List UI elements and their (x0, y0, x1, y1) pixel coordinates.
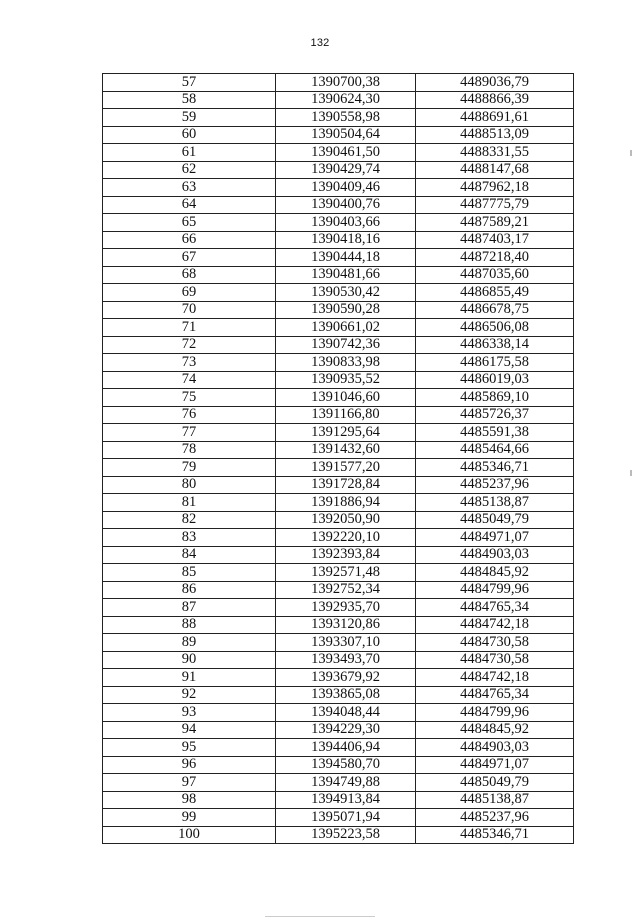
point-number-cell: 96 (103, 756, 276, 774)
point-number-cell: 62 (103, 161, 276, 179)
point-number-cell: 84 (103, 546, 276, 564)
table-row (103, 599, 574, 617)
x-coordinate-cell: 1391432,60 (276, 441, 416, 459)
table-row (103, 651, 574, 669)
x-coordinate-cell: 1390403,66 (276, 214, 416, 232)
point-number-cell: 59 (103, 109, 276, 127)
y-coordinate-cell: 4486175,58 (416, 354, 574, 372)
table-row (103, 546, 574, 564)
y-coordinate-cell: 4486506,08 (416, 319, 574, 337)
x-coordinate-cell: 1390429,74 (276, 161, 416, 179)
table-row (103, 214, 574, 232)
y-coordinate-cell: 4485346,71 (416, 826, 574, 844)
point-number-cell: 97 (103, 774, 276, 792)
table-row (103, 424, 574, 442)
x-coordinate-cell: 1390461,50 (276, 144, 416, 162)
y-coordinate-cell: 4488513,09 (416, 126, 574, 144)
point-number-cell: 60 (103, 126, 276, 144)
table-row (103, 301, 574, 319)
x-coordinate-cell: 1395223,58 (276, 826, 416, 844)
y-coordinate-cell: 4484799,96 (416, 704, 574, 722)
x-coordinate-cell: 1390444,18 (276, 249, 416, 267)
x-coordinate-cell: 1395071,94 (276, 809, 416, 827)
table-row (103, 616, 574, 634)
x-coordinate-cell: 1392935,70 (276, 599, 416, 617)
x-coordinate-cell: 1390742,36 (276, 336, 416, 354)
table-row (103, 809, 574, 827)
y-coordinate-cell: 4484742,18 (416, 669, 574, 687)
table-row (103, 144, 574, 162)
y-coordinate-cell: 4487218,40 (416, 249, 574, 267)
point-number-cell: 70 (103, 301, 276, 319)
page-number: 132 (310, 37, 330, 49)
table-row (103, 529, 574, 547)
point-number-cell: 68 (103, 266, 276, 284)
point-number-cell: 78 (103, 441, 276, 459)
y-coordinate-cell: 4484845,92 (416, 721, 574, 739)
table-row (103, 704, 574, 722)
y-coordinate-cell: 4486678,75 (416, 301, 574, 319)
point-number-cell: 91 (103, 669, 276, 687)
x-coordinate-cell: 1391577,20 (276, 459, 416, 477)
table-row (103, 284, 574, 302)
point-number-cell: 95 (103, 739, 276, 757)
point-number-cell: 69 (103, 284, 276, 302)
table-row (103, 354, 574, 372)
table-row (103, 371, 574, 389)
y-coordinate-cell: 4488147,68 (416, 161, 574, 179)
y-coordinate-cell: 4485346,71 (416, 459, 574, 477)
y-coordinate-cell: 4486855,49 (416, 284, 574, 302)
y-coordinate-cell: 4485049,79 (416, 511, 574, 529)
x-coordinate-cell: 1392050,90 (276, 511, 416, 529)
point-number-cell: 87 (103, 599, 276, 617)
point-number-cell: 75 (103, 389, 276, 407)
y-coordinate-cell: 4485049,79 (416, 774, 574, 792)
x-coordinate-cell: 1390935,52 (276, 371, 416, 389)
point-number-cell: 63 (103, 179, 276, 197)
y-coordinate-cell: 4485237,96 (416, 476, 574, 494)
table-row (103, 494, 574, 512)
y-coordinate-cell: 4485138,87 (416, 494, 574, 512)
table-row (103, 721, 574, 739)
x-coordinate-cell: 1391166,80 (276, 406, 416, 424)
y-coordinate-cell: 4484730,58 (416, 651, 574, 669)
table-row (103, 686, 574, 704)
x-coordinate-cell: 1392571,48 (276, 564, 416, 582)
point-number-cell: 65 (103, 214, 276, 232)
point-number-cell: 79 (103, 459, 276, 477)
x-coordinate-cell: 1391295,64 (276, 424, 416, 442)
x-coordinate-cell: 1393120,86 (276, 616, 416, 634)
x-coordinate-cell: 1391886,94 (276, 494, 416, 512)
scan-artifact-line (265, 916, 375, 917)
scan-mark (630, 470, 632, 476)
y-coordinate-cell: 4485237,96 (416, 809, 574, 827)
table-row (103, 91, 574, 109)
y-coordinate-cell: 4484765,34 (416, 599, 574, 617)
scan-mark (630, 150, 632, 156)
y-coordinate-cell: 4487403,17 (416, 231, 574, 249)
point-number-cell: 72 (103, 336, 276, 354)
y-coordinate-cell: 4484799,96 (416, 581, 574, 599)
table-row (103, 774, 574, 792)
point-number-cell: 90 (103, 651, 276, 669)
table-row (103, 669, 574, 687)
y-coordinate-cell: 4488331,55 (416, 144, 574, 162)
x-coordinate-cell: 1391046,60 (276, 389, 416, 407)
point-number-cell: 82 (103, 511, 276, 529)
point-number-cell: 73 (103, 354, 276, 372)
point-number-cell: 81 (103, 494, 276, 512)
y-coordinate-cell: 4485138,87 (416, 791, 574, 809)
y-coordinate-cell: 4488691,61 (416, 109, 574, 127)
y-coordinate-cell: 4484903,03 (416, 739, 574, 757)
table-row (103, 231, 574, 249)
point-number-cell: 61 (103, 144, 276, 162)
table-row (103, 564, 574, 582)
x-coordinate-cell: 1390700,38 (276, 74, 416, 92)
point-number-cell: 74 (103, 371, 276, 389)
y-coordinate-cell: 4485726,37 (416, 406, 574, 424)
y-coordinate-cell: 4484971,07 (416, 756, 574, 774)
x-coordinate-cell: 1393493,70 (276, 651, 416, 669)
x-coordinate-cell: 1392220,10 (276, 529, 416, 547)
x-coordinate-cell: 1393865,08 (276, 686, 416, 704)
x-coordinate-cell: 1391728,84 (276, 476, 416, 494)
table-row (103, 476, 574, 494)
y-coordinate-cell: 4487962,18 (416, 179, 574, 197)
y-coordinate-cell: 4485464,66 (416, 441, 574, 459)
x-coordinate-cell: 1390661,02 (276, 319, 416, 337)
x-coordinate-cell: 1390409,46 (276, 179, 416, 197)
point-number-cell: 58 (103, 91, 276, 109)
table-row (103, 196, 574, 214)
x-coordinate-cell: 1394749,88 (276, 774, 416, 792)
x-coordinate-cell: 1390624,30 (276, 91, 416, 109)
x-coordinate-cell: 1394229,30 (276, 721, 416, 739)
point-number-cell: 66 (103, 231, 276, 249)
x-coordinate-cell: 1390833,98 (276, 354, 416, 372)
y-coordinate-cell: 4485869,10 (416, 389, 574, 407)
point-number-cell: 92 (103, 686, 276, 704)
table-row (103, 74, 574, 92)
point-number-cell: 67 (103, 249, 276, 267)
y-coordinate-cell: 4484971,07 (416, 529, 574, 547)
point-number-cell: 93 (103, 704, 276, 722)
point-number-cell: 76 (103, 406, 276, 424)
x-coordinate-cell: 1390504,64 (276, 126, 416, 144)
x-coordinate-cell: 1390558,98 (276, 109, 416, 127)
point-number-cell: 71 (103, 319, 276, 337)
y-coordinate-cell: 4484903,03 (416, 546, 574, 564)
x-coordinate-cell: 1394048,44 (276, 704, 416, 722)
x-coordinate-cell: 1393679,92 (276, 669, 416, 687)
y-coordinate-cell: 4487775,79 (416, 196, 574, 214)
table-row (103, 791, 574, 809)
table-row (103, 581, 574, 599)
table-row (103, 739, 574, 757)
table-row (103, 826, 574, 844)
table-row (103, 441, 574, 459)
x-coordinate-cell: 1390481,66 (276, 266, 416, 284)
table-row (103, 336, 574, 354)
y-coordinate-cell: 4489036,79 (416, 74, 574, 92)
table-row (103, 126, 574, 144)
y-coordinate-cell: 4487035,60 (416, 266, 574, 284)
x-coordinate-cell: 1390590,28 (276, 301, 416, 319)
x-coordinate-cell: 1390418,16 (276, 231, 416, 249)
x-coordinate-cell: 1390400,76 (276, 196, 416, 214)
point-number-cell: 86 (103, 581, 276, 599)
table-row (103, 109, 574, 127)
table-row (103, 249, 574, 267)
y-coordinate-cell: 4486338,14 (416, 336, 574, 354)
y-coordinate-cell: 4484765,34 (416, 686, 574, 704)
y-coordinate-cell: 4487589,21 (416, 214, 574, 232)
x-coordinate-cell: 1392752,34 (276, 581, 416, 599)
table-row (103, 161, 574, 179)
point-number-cell: 80 (103, 476, 276, 494)
y-coordinate-cell: 4484742,18 (416, 616, 574, 634)
point-number-cell: 77 (103, 424, 276, 442)
y-coordinate-cell: 4485591,38 (416, 424, 574, 442)
point-number-cell: 98 (103, 791, 276, 809)
point-number-cell: 83 (103, 529, 276, 547)
y-coordinate-cell: 4486019,03 (416, 371, 574, 389)
point-number-cell: 88 (103, 616, 276, 634)
coordinates-table-body (103, 74, 574, 844)
table-row (103, 266, 574, 284)
x-coordinate-cell: 1392393,84 (276, 546, 416, 564)
x-coordinate-cell: 1390530,42 (276, 284, 416, 302)
point-number-cell: 94 (103, 721, 276, 739)
table-row (103, 634, 574, 652)
x-coordinate-cell: 1394580,70 (276, 756, 416, 774)
x-coordinate-cell: 1393307,10 (276, 634, 416, 652)
table-row (103, 319, 574, 337)
point-number-cell: 85 (103, 564, 276, 582)
point-number-cell: 100 (103, 826, 276, 844)
point-number-cell: 89 (103, 634, 276, 652)
table-row (103, 179, 574, 197)
y-coordinate-cell: 4484845,92 (416, 564, 574, 582)
point-number-cell: 64 (103, 196, 276, 214)
table-row (103, 459, 574, 477)
table-row (103, 406, 574, 424)
y-coordinate-cell: 4488866,39 (416, 91, 574, 109)
table-row (103, 389, 574, 407)
point-number-cell: 57 (103, 74, 276, 92)
x-coordinate-cell: 1394913,84 (276, 791, 416, 809)
y-coordinate-cell: 4484730,58 (416, 634, 574, 652)
x-coordinate-cell: 1394406,94 (276, 739, 416, 757)
table-row (103, 511, 574, 529)
point-number-cell: 99 (103, 809, 276, 827)
coordinates-table (102, 73, 574, 844)
table-row (103, 756, 574, 774)
